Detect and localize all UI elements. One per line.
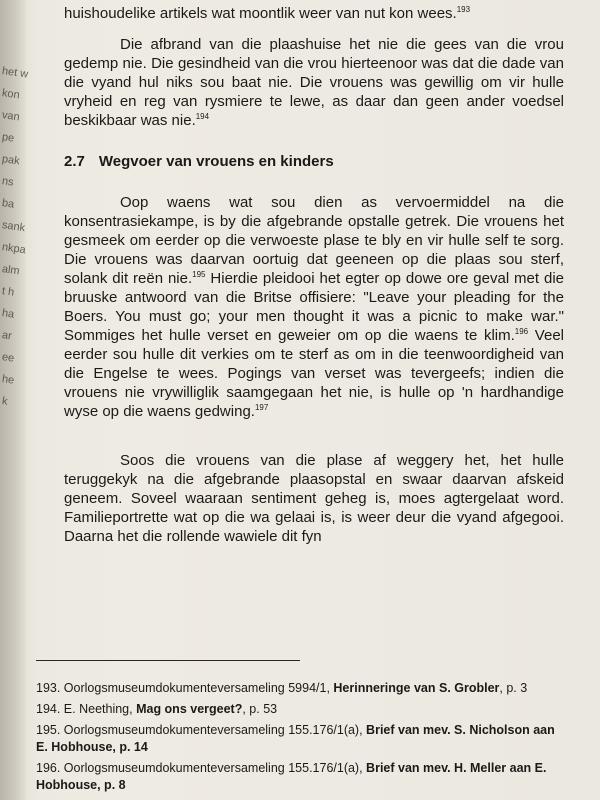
facing-page-fragment: ns: [1, 175, 15, 189]
facing-page-fragment: nkpa: [1, 241, 27, 257]
facing-page-fragment: het w: [1, 65, 29, 81]
facing-page-fragment: alm: [1, 263, 21, 278]
facing-page-fragment: k: [1, 395, 9, 408]
footnote-194: 194. E. Neething, Mag ons vergeet?, p. 53: [36, 702, 278, 716]
section-heading: [64, 152, 564, 171]
footnote-ref-197: 197: [254, 403, 269, 412]
facing-page-fragment: pe: [1, 131, 15, 145]
footnote-ref-196: 196: [514, 327, 529, 336]
footnote-193: 193. Oorlogsmuseumdokumenteversameling 5994/1, Herinneringe van S. Grobler, p. 3: [36, 681, 528, 695]
section-title: Wegvoer van vrouens en kinders: [98, 153, 334, 170]
facing-page-fragment: van: [1, 109, 21, 124]
footnote-ref-193: 193: [456, 5, 471, 14]
paragraph-3: Soos die vrouens van die plase af weggery het, het hulle teruggekyk na die afgebrande plaasopstal en swaar daarvan afskeid geneem. Soveel waaraan sentiment geheg is, moes agtergelaat word. Familieportrette wat op die wa gelaai is, is weer deur die vyand afgegooi. Daarna het die rollende wawiele dit fyn: [64, 452, 564, 545]
footnote-rule: [36, 660, 300, 661]
footnote-195: 195. Oorlogsmuseumdokumenteversameling 155.176/1(a), Brief van mev. S. Nicholson aan E. Hobhouse, p. 14: [36, 723, 555, 754]
paragraph-2: Oop waens wat sou dien as vervoermiddel na die konsentrasiekampe, is by die afgebrande opstalle getrek. Die vrouens het gesmeek om eerder op die verwoeste plase te bly en vir hulle self te sorg. Die vrouens was daarvan oortuig dat geeneen op die plaas sou sterf, solank dit reën nie.$^{195}$ Hierdie pleidooi het egter op dowe ore geval met die bruuske antwoord van die Britse offisiere: "Leave your pleading for the Boers. You must go; your men thought it was a picnic to make war." Sommiges het hulle verset en geweier om op die waens te klim.$^{196}$ Veel eerder sou hulle dit verkies om te sterf as om in die teenwoordigheid van die Engelse te wees. Pogings van verset was tevergeefs; indien die vrouens nie vrywilliglik saamgegaan het nie, is hulle op 'n hardhandige wyse op die waens gedwing.$^{197}$: [64, 194, 564, 420]
facing-page-fragment: t h: [1, 285, 15, 299]
footnote-196: 196. Oorlogsmuseumdokumenteversameling 155.176/1(a), Brief van mev. H. Meller aan E. Hobhouse, p. 8: [36, 761, 547, 792]
footnote-ref-195: 195: [192, 270, 206, 279]
facing-page-fragment: ba: [1, 197, 15, 211]
facing-page-fragment: kon: [1, 87, 21, 102]
facing-page-fragment: ha: [1, 307, 15, 321]
facing-page-fragments: [1, 60, 29, 412]
footnote-ref-194: 194: [195, 112, 210, 121]
section-number: 2.7: [64, 153, 85, 170]
paragraph-1: Die afbrand van die plaashuise het nie die gees van die vrou gedemp nie. Die gesindheid van die vrou hierteenoor was dat die dade van die vyand hul niks sou baat nie. Die vrouens was gewillig om vir hulle vryheid en reg van rysmiere te lewe, as daar dan geen ander voedsel beskikbaar was nie.$^{194}$: [64, 36, 564, 129]
facing-page-fragment: sank: [1, 219, 26, 235]
top-line: huishoudelike artikels wat moontlik weer van nut kon wees.$^{193}$: [64, 5, 471, 22]
facing-page-fragment: ar: [1, 329, 13, 343]
facing-page-fragment: ee: [1, 351, 15, 365]
footnotes: [36, 680, 566, 794]
body-text: [64, 4, 564, 546]
facing-page-fragment: pak: [1, 153, 21, 168]
facing-page-fragment: he: [1, 373, 15, 387]
